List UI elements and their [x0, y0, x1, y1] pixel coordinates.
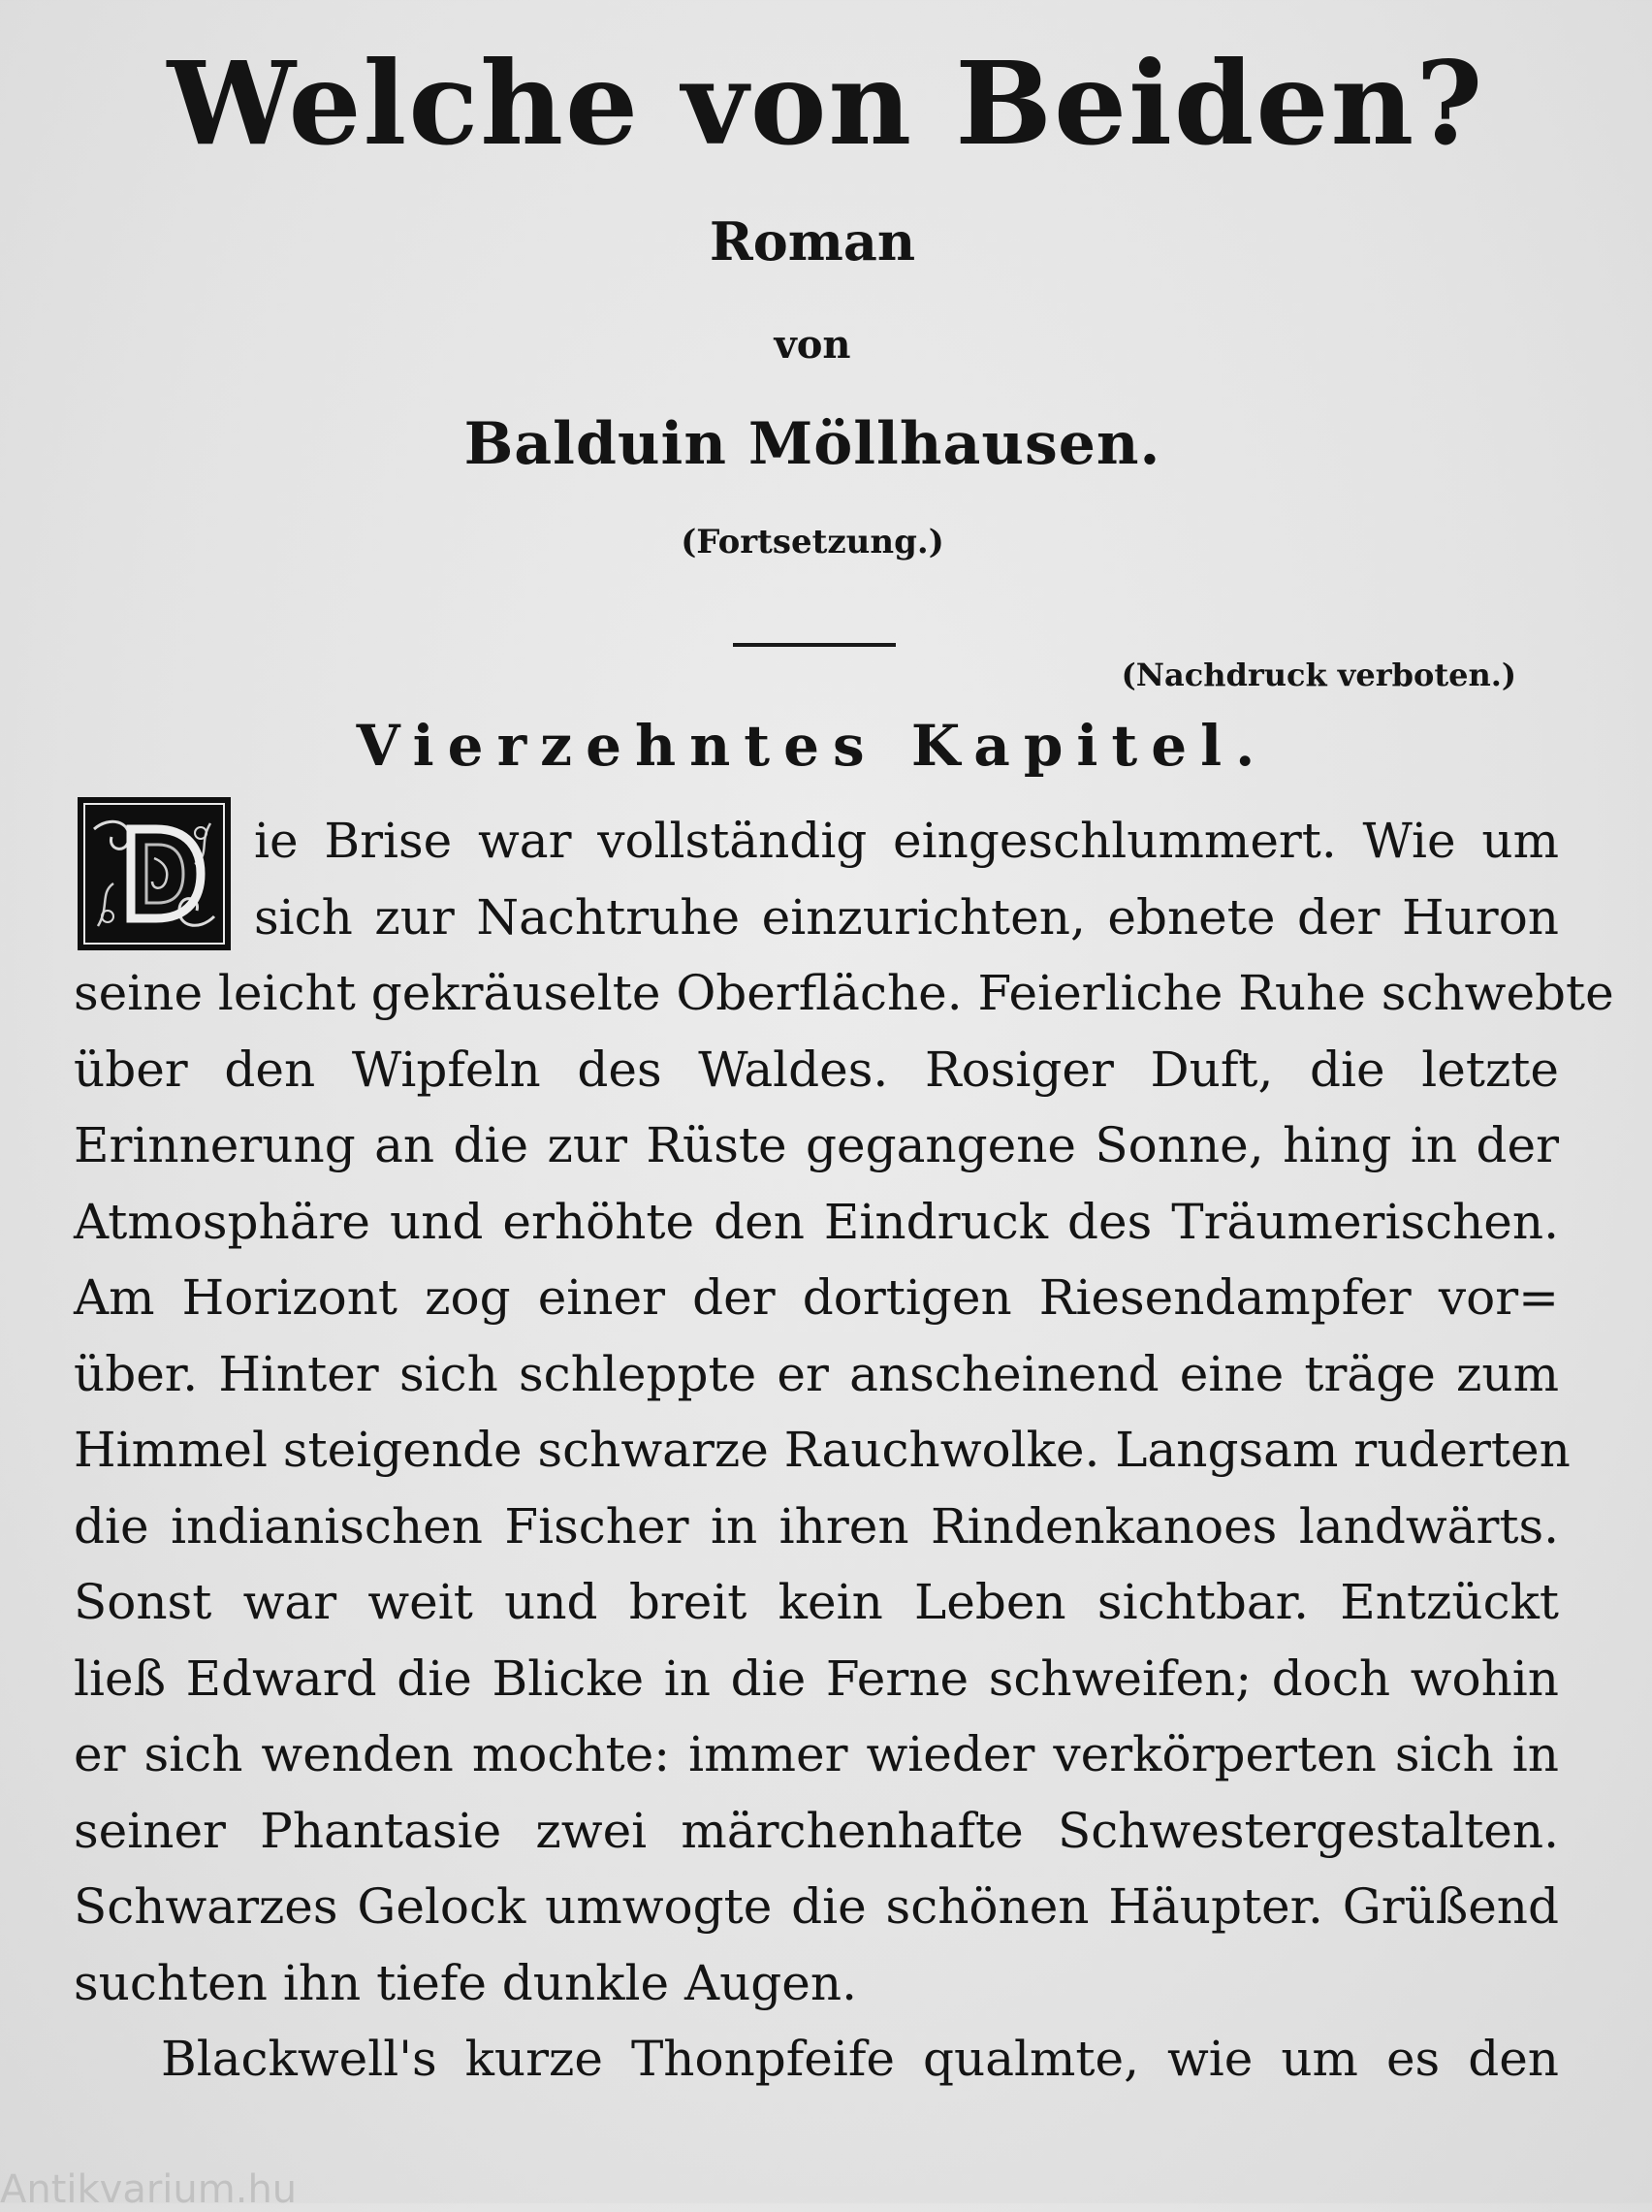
- page-title: Welche von Beiden?: [167, 36, 1485, 171]
- text-line: Schwarzes Gelock umwogte die schönen Häupter. Grüßend: [74, 1878, 1559, 1935]
- watermark: Antikvarium.hu: [0, 2167, 298, 2212]
- text-line: Blackwell's kurze Thonpfeife qualmte, wie um es den: [161, 2031, 1559, 2087]
- text-line: Himmel steigende schwarze Rauchwolke. Langsam ruderten: [74, 1422, 1571, 1478]
- text-line: ließ Edward die Blicke in die Ferne schweifen; doch wohin: [74, 1650, 1559, 1707]
- genre-subtitle: Roman: [709, 210, 916, 272]
- text-line: seine leicht gekräuselte Oberfläche. Feierliche Ruhe schwebte: [74, 965, 1614, 1021]
- text-line: er sich wenden mochte: immer wieder verkörperten sich in: [74, 1726, 1559, 1782]
- text-line: sich zur Nachtruhe einzurichten, ebnete der Huron: [254, 888, 1559, 946]
- title-divider: [733, 643, 896, 647]
- text-line: Am Horizont zog einer der dortigen Riesendampfer vor=: [74, 1269, 1559, 1326]
- text-line: über den Wipfeln des Waldes. Rosiger Duft, die letzte: [74, 1041, 1559, 1098]
- text-line: suchten ihn tiefe dunkle Augen.: [74, 1954, 857, 2011]
- continuation-note: (Fortsetzung.): [681, 523, 944, 561]
- author-name: Balduin Möllhausen.: [463, 410, 1161, 478]
- byline: von: [774, 322, 851, 368]
- text-line: Sonst war weit und breit kein Leben sichtbar. Entzückt: [74, 1574, 1559, 1630]
- text-line: Erinnerung an die zur Rüste gegangene Sonne, hing in der: [74, 1117, 1559, 1173]
- text-line: die indianischen Fischer in ihren Rindenkanoes landwärts.: [74, 1497, 1559, 1555]
- reprint-notice: (Nachdruck verboten.): [1121, 657, 1516, 693]
- text-line: über. Hinter sich schleppte er anscheinend eine träge zum: [74, 1345, 1559, 1402]
- chapter-heading: Vierzehntes Kapitel.: [356, 713, 1269, 779]
- text-line: seiner Phantasie zwei märchenhafte Schwestergestalten.: [74, 1802, 1559, 1859]
- text-line: ie Brise war vollständig eingeschlummert. Wie um: [254, 813, 1559, 869]
- text-line: Atmosphäre und erhöhte den Eindruck des Träumerischen.: [74, 1193, 1559, 1250]
- chapter-body: [74, 803, 1614, 2098]
